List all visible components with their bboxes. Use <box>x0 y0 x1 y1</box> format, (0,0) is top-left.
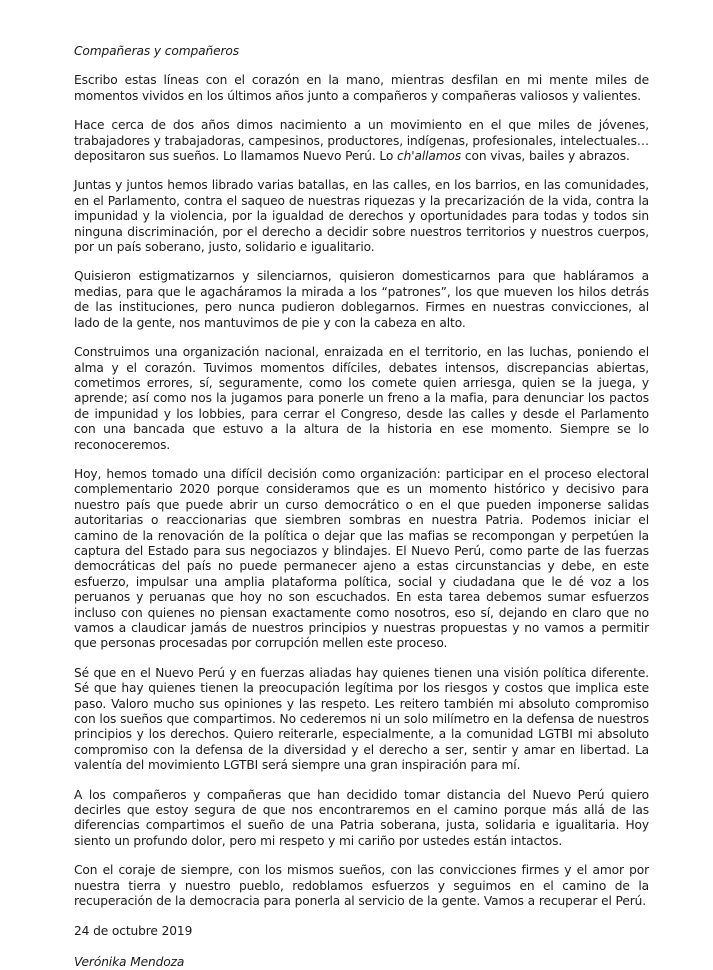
paragraph-1: Escribo estas líneas con el corazón en la mano, mientras desfilan en mi mente miles de momentos vividos en los últimos años junto a compañeros y compañeras valiosos y valientes. <box>74 73 649 103</box>
letter-salutation: Compañeras y compañeros <box>74 44 240 58</box>
paragraph-2: Hace cerca de dos años dimos nacimiento a un movimiento en el que miles de jóvenes, trabajadores y trabajadoras, campesinos, productores, indígenas, profesionales, intelectuales… depositaron sus sueños. Lo llamamos Nuevo Perú. Lo ch'allamos con vivas, bailes y abrazos. <box>74 118 649 164</box>
paragraph-3: Juntas y juntos hemos librado varias batallas, en las calles, en los barrios, en las comunidades, en el Parlamento, contra el saqueo de nuestras riquezas y la precarización de la vida, contra la impunidad y la violencia, por la igualdad de derechos y oportunidades para todas y todos sin ninguna discriminación, por el derecho a decidir sobre nuestros territorios y nuestros cuerpos, por un país soberano, justo, solidario e igualitario. <box>74 178 649 255</box>
paragraph-7: Sé que en el Nuevo Perú y en fuerzas aliadas hay quienes tienen una visión política diferente. Sé que hay quienes tienen la preocupación legítima por los riesgos y costos que implica este paso. Valoro mucho sus opiniones y las respeto. Les reitero también mi absoluto compromiso con los sueños que compartimos. No cederemos ni un solo milímetro en la defensa de nuestros principios y los derechos. Quiero reiterarle, especialmente, a la comunidad LGTBI mi absoluto compromiso con la defensa de la diversidad y el derecho a ser, sentir y amar en libertad. La valentía del movimiento LGTBI será siempre una gran inspiración para mí. <box>74 665 649 773</box>
letter-date: 24 de octubre 2019 <box>74 923 193 938</box>
paragraph-9: Con el coraje de siempre, con los mismos sueños, con las convicciones firmes y el amor por nuestra tierra y nuestro pueblo, redoblamos esfuerzos y seguimos en el camino de la recuperación de la democracia para ponerla al servicio de la gente. Vamos a recuperar el Perú. <box>74 863 649 909</box>
letter-signature: Verónika Mendoza <box>74 954 185 969</box>
letter-document <box>74 44 649 970</box>
paragraph-5: Construimos una organización nacional, enraizada en el territorio, en las luchas, poniendo el alma y el corazón. Tuvimos momentos difíciles, debates intensos, discrepancias abiertas, cometimos errores, sí, seguramente, como los comete quien arriesga, quien se la juega, y aprende; así como nos la jugamos para ponerle un freno a la mafia, para denunciar los pactos de impunidad y los lobbies, para cerrar el Congreso, desde las calles y desde el Parlamento con una bancada que estuvo a la altura de la historia en ese momento. Siempre se lo reconoceremos. <box>74 345 649 452</box>
paragraph-4: Quisieron estigmatizarnos y silenciarnos, quisieron domesticarnos para que habláramos a medias, para que le agacháramos la mirada a los “patrones”, los que mueven los hilos detrás de las instituciones, pero nunca pudieron doblegarnos. Firmes en nuestras convicciones, al lado de la gente, nos mantuvimos de pie y con la cabeza en alto. <box>74 269 649 330</box>
paragraph-8: A los compañeros y compañeras que han decidido tomar distancia del Nuevo Perú quiero decirles que estoy segura de que nos encontraremos en el camino porque más allá de las diferencias compartimos el sueño de una Patria soberana, justa, solidaria e igualitaria. Hoy siento un profundo dolor, pero mi respeto y mi cariño por ustedes están intactos. <box>74 787 649 848</box>
paragraph-6: Hoy, hemos tomado una difícil decisión como organización: participar en el proceso electoral complementario 2020 porque consideramos que es un momento histórico y decisivo para nuestro país que puede abrir un curso democrático o en el que pueden imponerse salidas autoritarias o reaccionarias que siembren sombras en nuestra Patria. Podemos iniciar el camino de la renovación de la política o dejar que las mafias se recompongan y perpetúen la captura del Estado para sus negociazos y blindajes. El Nuevo Perú, como parte de las fuerzas democráticas del país no puede permanecer ajeno a estas circunstancias y debe, en este esfuerzo, impulsar una amplia plataforma política, social y ciudadana que le dé voz a los peruanos y peruanas que hoy no son escuchados. En esta tarea debemos sumar esfuerzos incluso con quienes no piensan exactamente como nosotros, eso sí, dejando en claro que no vamos a claudicar jamás de nuestros principios y nuestras propuestas y no vamos a permitir que personas procesadas por corrupción mellen este proceso. <box>74 466 649 651</box>
italic-term: ch'allamos <box>396 149 462 164</box>
